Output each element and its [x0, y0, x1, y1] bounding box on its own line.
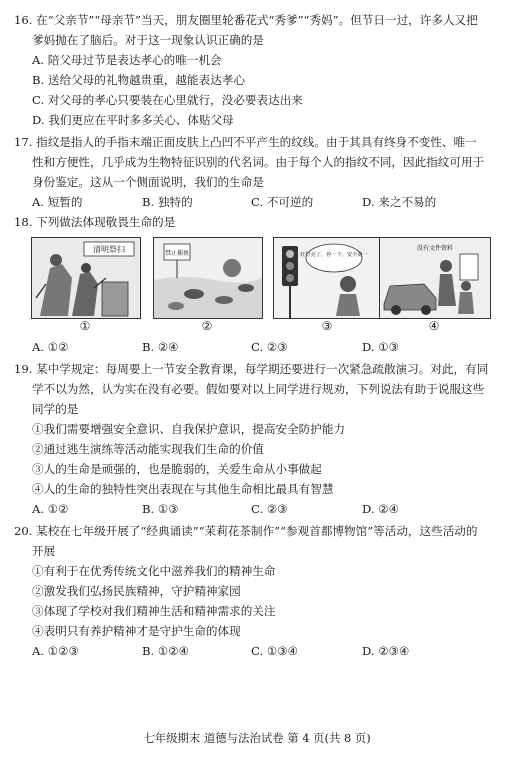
- q20-option-b: B. ①②④: [142, 644, 190, 658]
- q17-option-b: B. 独特的: [142, 195, 193, 209]
- q17-option-d: D. 来之不易的: [362, 195, 437, 209]
- q16-option-c: C. 对父母的孝心只要装在心里就行，没必要表达出来: [32, 93, 303, 107]
- q18-image-4: [379, 237, 491, 319]
- traffic-light-illustration: [274, 238, 382, 318]
- q18-option-d: D. ①③: [362, 340, 400, 354]
- q16-option-b: B. 送给父母的礼物越贵重，越能表达孝心: [32, 73, 245, 87]
- q20-item-3: ③体现了学校对我们精神生活和精神需求的关注: [32, 604, 276, 618]
- q19-option-a: A. ①②: [32, 502, 69, 516]
- q18-image-3: [273, 237, 383, 319]
- q16-stem-line-1: 16. 在“父亲节”“母亲节”当天，朋友圈里轮番花式“秀爹”“秀妈”。但节日一过，许多人又把: [14, 13, 478, 27]
- q19-option-c: C. ②③: [251, 502, 288, 516]
- image-2-label: 禁止捕鱼: [164, 250, 190, 257]
- page-footer: 七年级期末 道德与法治试卷 第 4 页(共 8 页): [143, 731, 371, 745]
- q20-option-c: C. ①③④: [251, 644, 299, 658]
- q19-stem-line-2: 学不以为然，认为实在没有必要。假如要对以上同学进行规劝，下列说法有助于说服这些: [32, 382, 485, 396]
- q17-stem-line-1: 17. 指纹是指人的手指末端正面皮肤上凸凹不平产生的纹线。由于其具有终身不变性、唯一: [14, 135, 477, 149]
- q18-image-2: [153, 237, 263, 319]
- q20-option-a: A. ①②③: [32, 644, 79, 658]
- image-3-label: 红灯亮了，停一下。安全第一: [300, 252, 368, 258]
- q18-caption-3: ③: [321, 319, 333, 333]
- q16-stem-line-2: 爹妈抛在了脑后。对于这一现象认识正确的是: [32, 33, 264, 47]
- q19-item-3: ③人的生命是顽强的，也是脆弱的，关爱生命从小事做起: [32, 462, 322, 476]
- no-fishing-illustration: [154, 238, 262, 318]
- q19-stem-line-1: 19. 某中学规定：每周要上一节安全教育课，每学期还要进行一次紧急疏散演习。对此，有同: [14, 362, 489, 376]
- q20-item-4: ④表明只有养护精神才是守护生命的体现: [32, 624, 241, 638]
- q16-option-d: D. 我们更应在平时多多关心、体贴父母: [32, 113, 234, 127]
- q19-stem-line-3: 同学的是: [32, 402, 79, 416]
- q19-item-1: ①我们需要增强安全意识、自我保护意识，提高安全防护能力: [32, 422, 346, 436]
- image-1-label: 清明祭扫: [93, 245, 125, 254]
- q18-caption-2: ②: [201, 319, 213, 333]
- q19-option-d: D. ②④: [362, 502, 400, 516]
- q17-option-c: C. 不可逆的: [251, 195, 314, 209]
- q18-image-1: [31, 237, 141, 319]
- q18-option-a: A. ①②: [32, 340, 69, 354]
- q18-caption-4: ④: [428, 319, 440, 333]
- car-crowd-illustration: [380, 238, 490, 318]
- q20-stem-line-1: 20. 某校在七年级开展了“经典诵读”“茉莉花茶制作”“参观首都博物馆”等活动，这些活动的: [14, 524, 478, 538]
- q19-option-b: B. ①③: [142, 502, 179, 516]
- q20-option-d: D. ②③④: [362, 644, 410, 658]
- q18-option-c: C. ②③: [251, 340, 288, 354]
- q20-item-2: ②激发我们弘扬民族精神，守护精神家园: [32, 584, 241, 598]
- q18-stem: 18. 下列做法体现敬畏生命的是: [14, 215, 176, 229]
- q20-item-1: ①有利于在优秀传统文化中滋养我们的精神生命: [32, 564, 276, 578]
- q19-item-2: ②通过逃生演练等活动能实现我们生命的价值: [32, 442, 264, 456]
- q17-option-a: A. 短暂的: [32, 195, 83, 209]
- q20-stem-line-2: 开展: [32, 544, 56, 558]
- image-4-label: 没有文件资料: [416, 245, 454, 252]
- q17-stem-line-3: 身份鉴定。这从一个侧面说明，我们的生命是: [32, 175, 264, 189]
- q19-item-4: ④人的生命的独特性突出表现在与其他生命相比最具有智慧: [32, 482, 334, 496]
- q18-option-b: B. ②④: [142, 340, 179, 354]
- q17-stem-line-2: 性和方便性，几乎成为生物特征识别的代名词。由于每个人的指纹不同，因此指纹可用于: [32, 155, 485, 169]
- q18-caption-1: ①: [79, 319, 91, 333]
- q16-option-a: A. 陪父母过节是表达孝心的唯一机会: [32, 53, 222, 67]
- tomb-sweeping-illustration: [32, 238, 140, 318]
